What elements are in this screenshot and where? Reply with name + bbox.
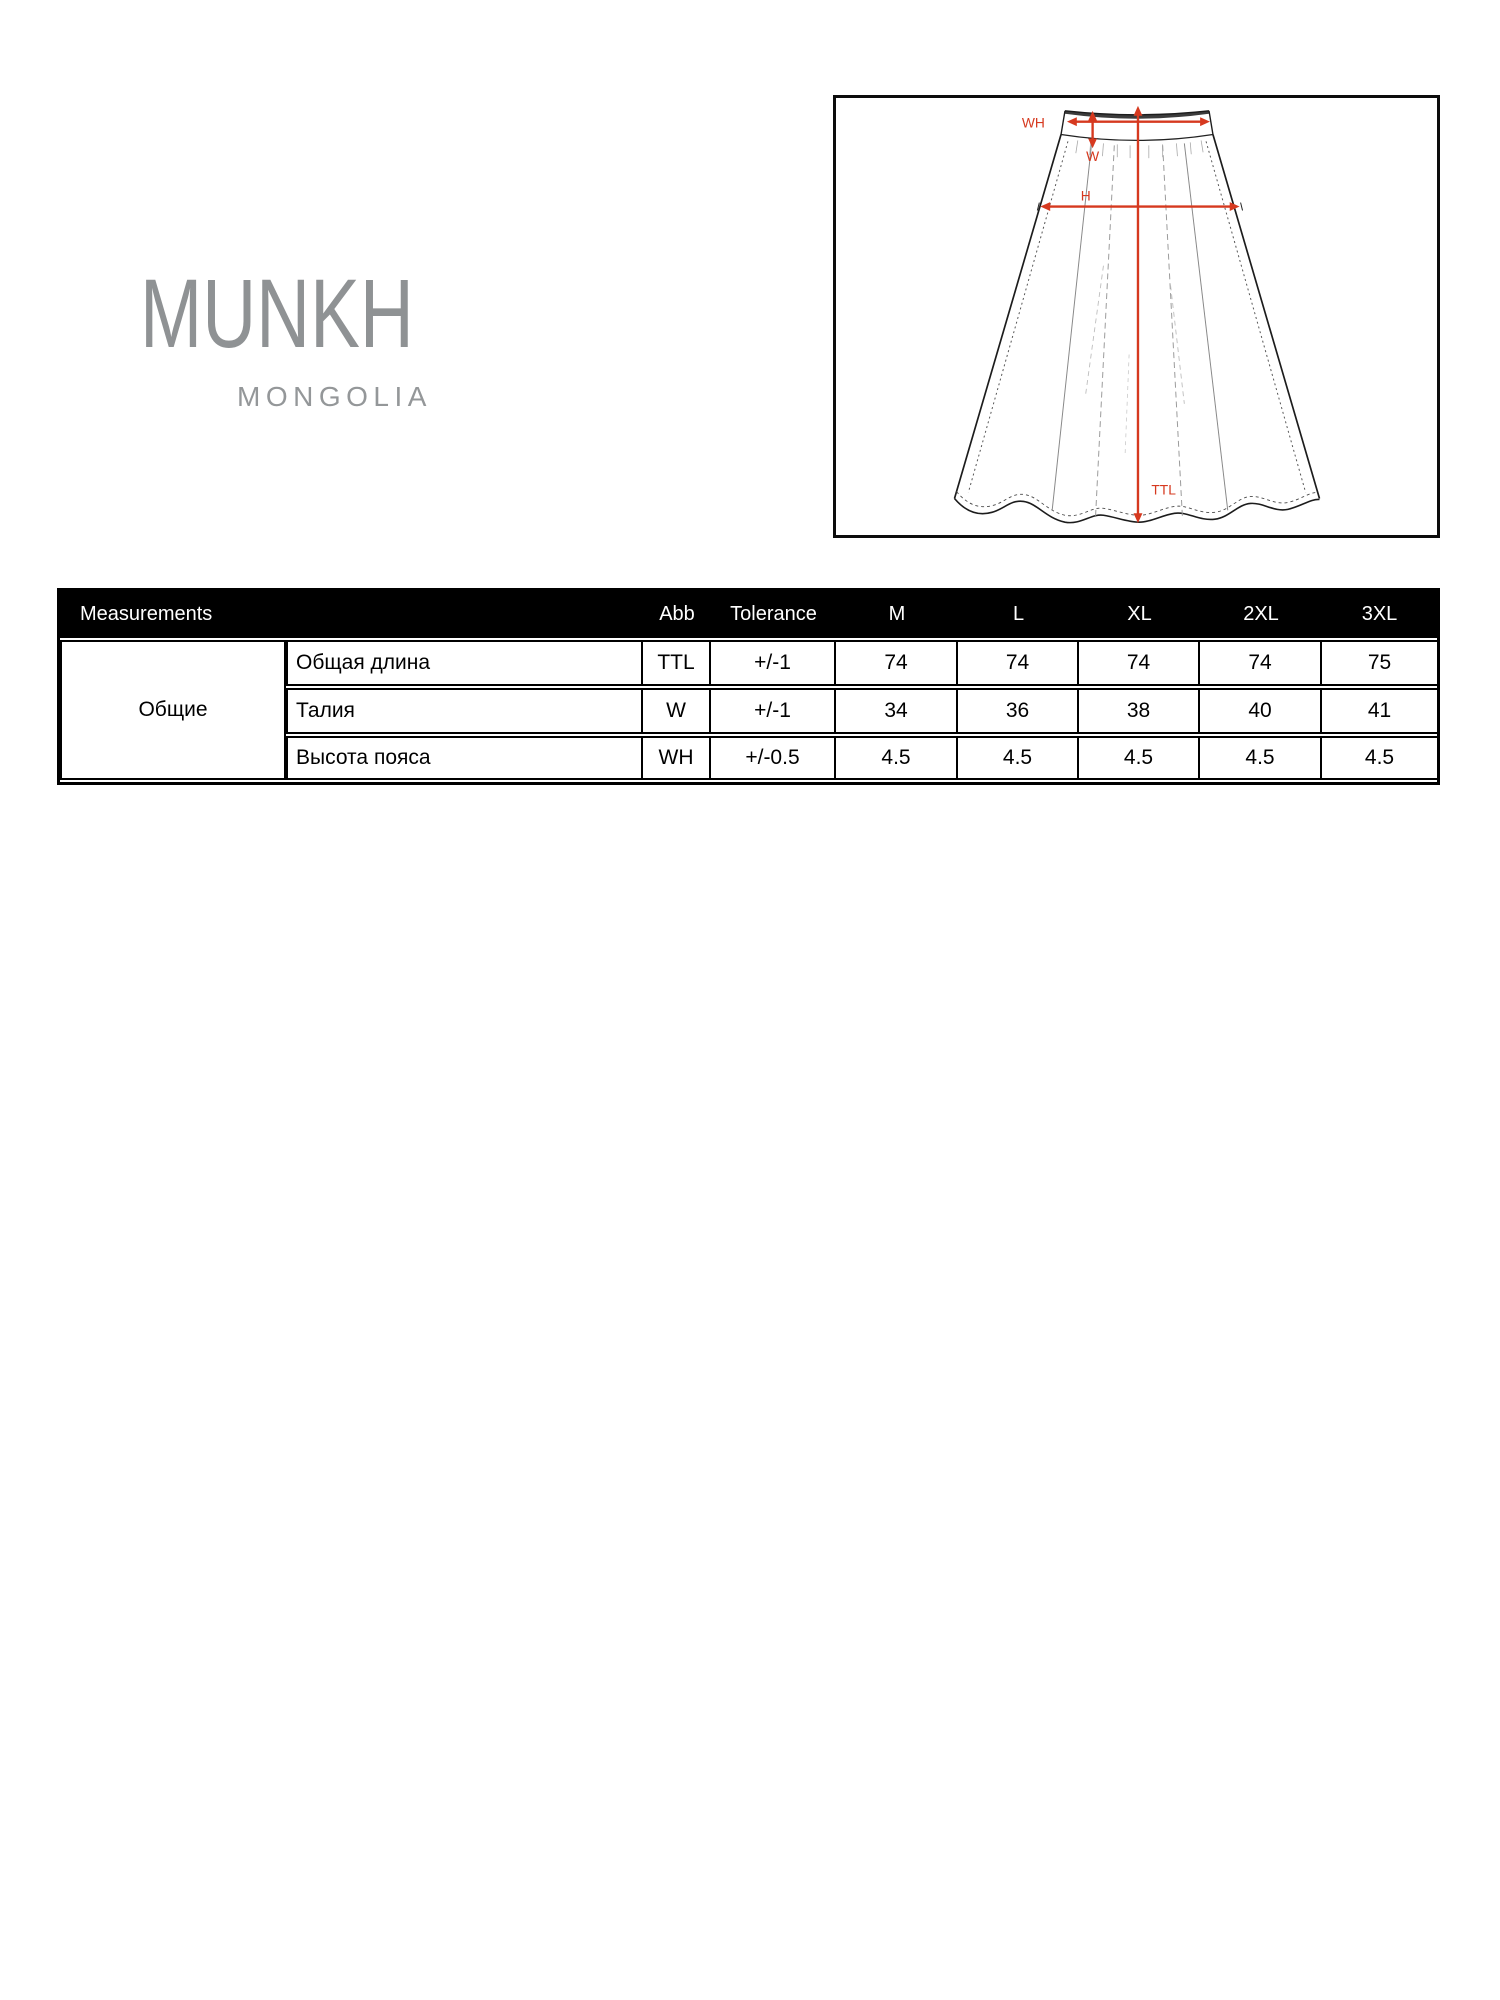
brand-subtitle: MONGOLIA xyxy=(237,381,432,412)
brand-logo xyxy=(140,259,560,412)
header-size-m: M xyxy=(836,591,958,638)
label-hip: H xyxy=(1080,187,1091,204)
row-value-xl: 38 xyxy=(1079,688,1200,734)
header-abb: Abb xyxy=(643,591,711,638)
label-total-length: TTL xyxy=(1151,481,1176,498)
row-value-2xl: 74 xyxy=(1200,640,1322,686)
row-abb: TTL xyxy=(643,640,711,686)
row-name: Высота пояса xyxy=(286,736,643,780)
row-value-2xl: 40 xyxy=(1200,688,1322,734)
skirt-technical-drawing xyxy=(836,98,1437,535)
row-abb: W xyxy=(643,688,711,734)
row-value-3xl: 41 xyxy=(1322,688,1437,734)
measurement-labels xyxy=(1022,115,1176,498)
row-name: Общая длина xyxy=(286,640,643,686)
row-value-l: 4.5 xyxy=(958,736,1079,780)
header-size-xl: XL xyxy=(1079,591,1200,638)
row-value-xl: 4.5 xyxy=(1079,736,1200,780)
label-waistband-height: WH xyxy=(1021,114,1045,131)
header-size-l: L xyxy=(958,591,1079,638)
header-size-3xl: 3XL xyxy=(1322,591,1437,638)
row-tolerance: +/-0.5 xyxy=(711,736,836,780)
row-tolerance: +/-1 xyxy=(711,688,836,734)
row-abb: WH xyxy=(643,736,711,780)
row-value-l: 36 xyxy=(958,688,1079,734)
row-value-3xl: 4.5 xyxy=(1322,736,1437,780)
label-waist: W xyxy=(1086,148,1100,165)
measurement-arrows xyxy=(1040,106,1239,523)
row-value-3xl: 75 xyxy=(1322,640,1437,686)
fold-lines xyxy=(1052,143,1228,516)
skirt-diagram-box xyxy=(833,95,1440,538)
row-value-m: 74 xyxy=(836,640,958,686)
row-value-m: 4.5 xyxy=(836,736,958,780)
row-value-xl: 74 xyxy=(1079,640,1200,686)
row-value-m: 34 xyxy=(836,688,958,734)
brand-name: MUNKH xyxy=(140,259,414,368)
header-size-2xl: 2XL xyxy=(1200,591,1322,638)
row-value-2xl: 4.5 xyxy=(1200,736,1322,780)
header-measurements: Measurements xyxy=(60,591,643,638)
row-tolerance: +/-1 xyxy=(711,640,836,686)
measurements-table xyxy=(57,588,1440,785)
row-name: Талия xyxy=(286,688,643,734)
row-value-l: 74 xyxy=(958,640,1079,686)
group-cell: Общие xyxy=(60,640,286,780)
header-tolerance: Tolerance xyxy=(711,591,836,638)
